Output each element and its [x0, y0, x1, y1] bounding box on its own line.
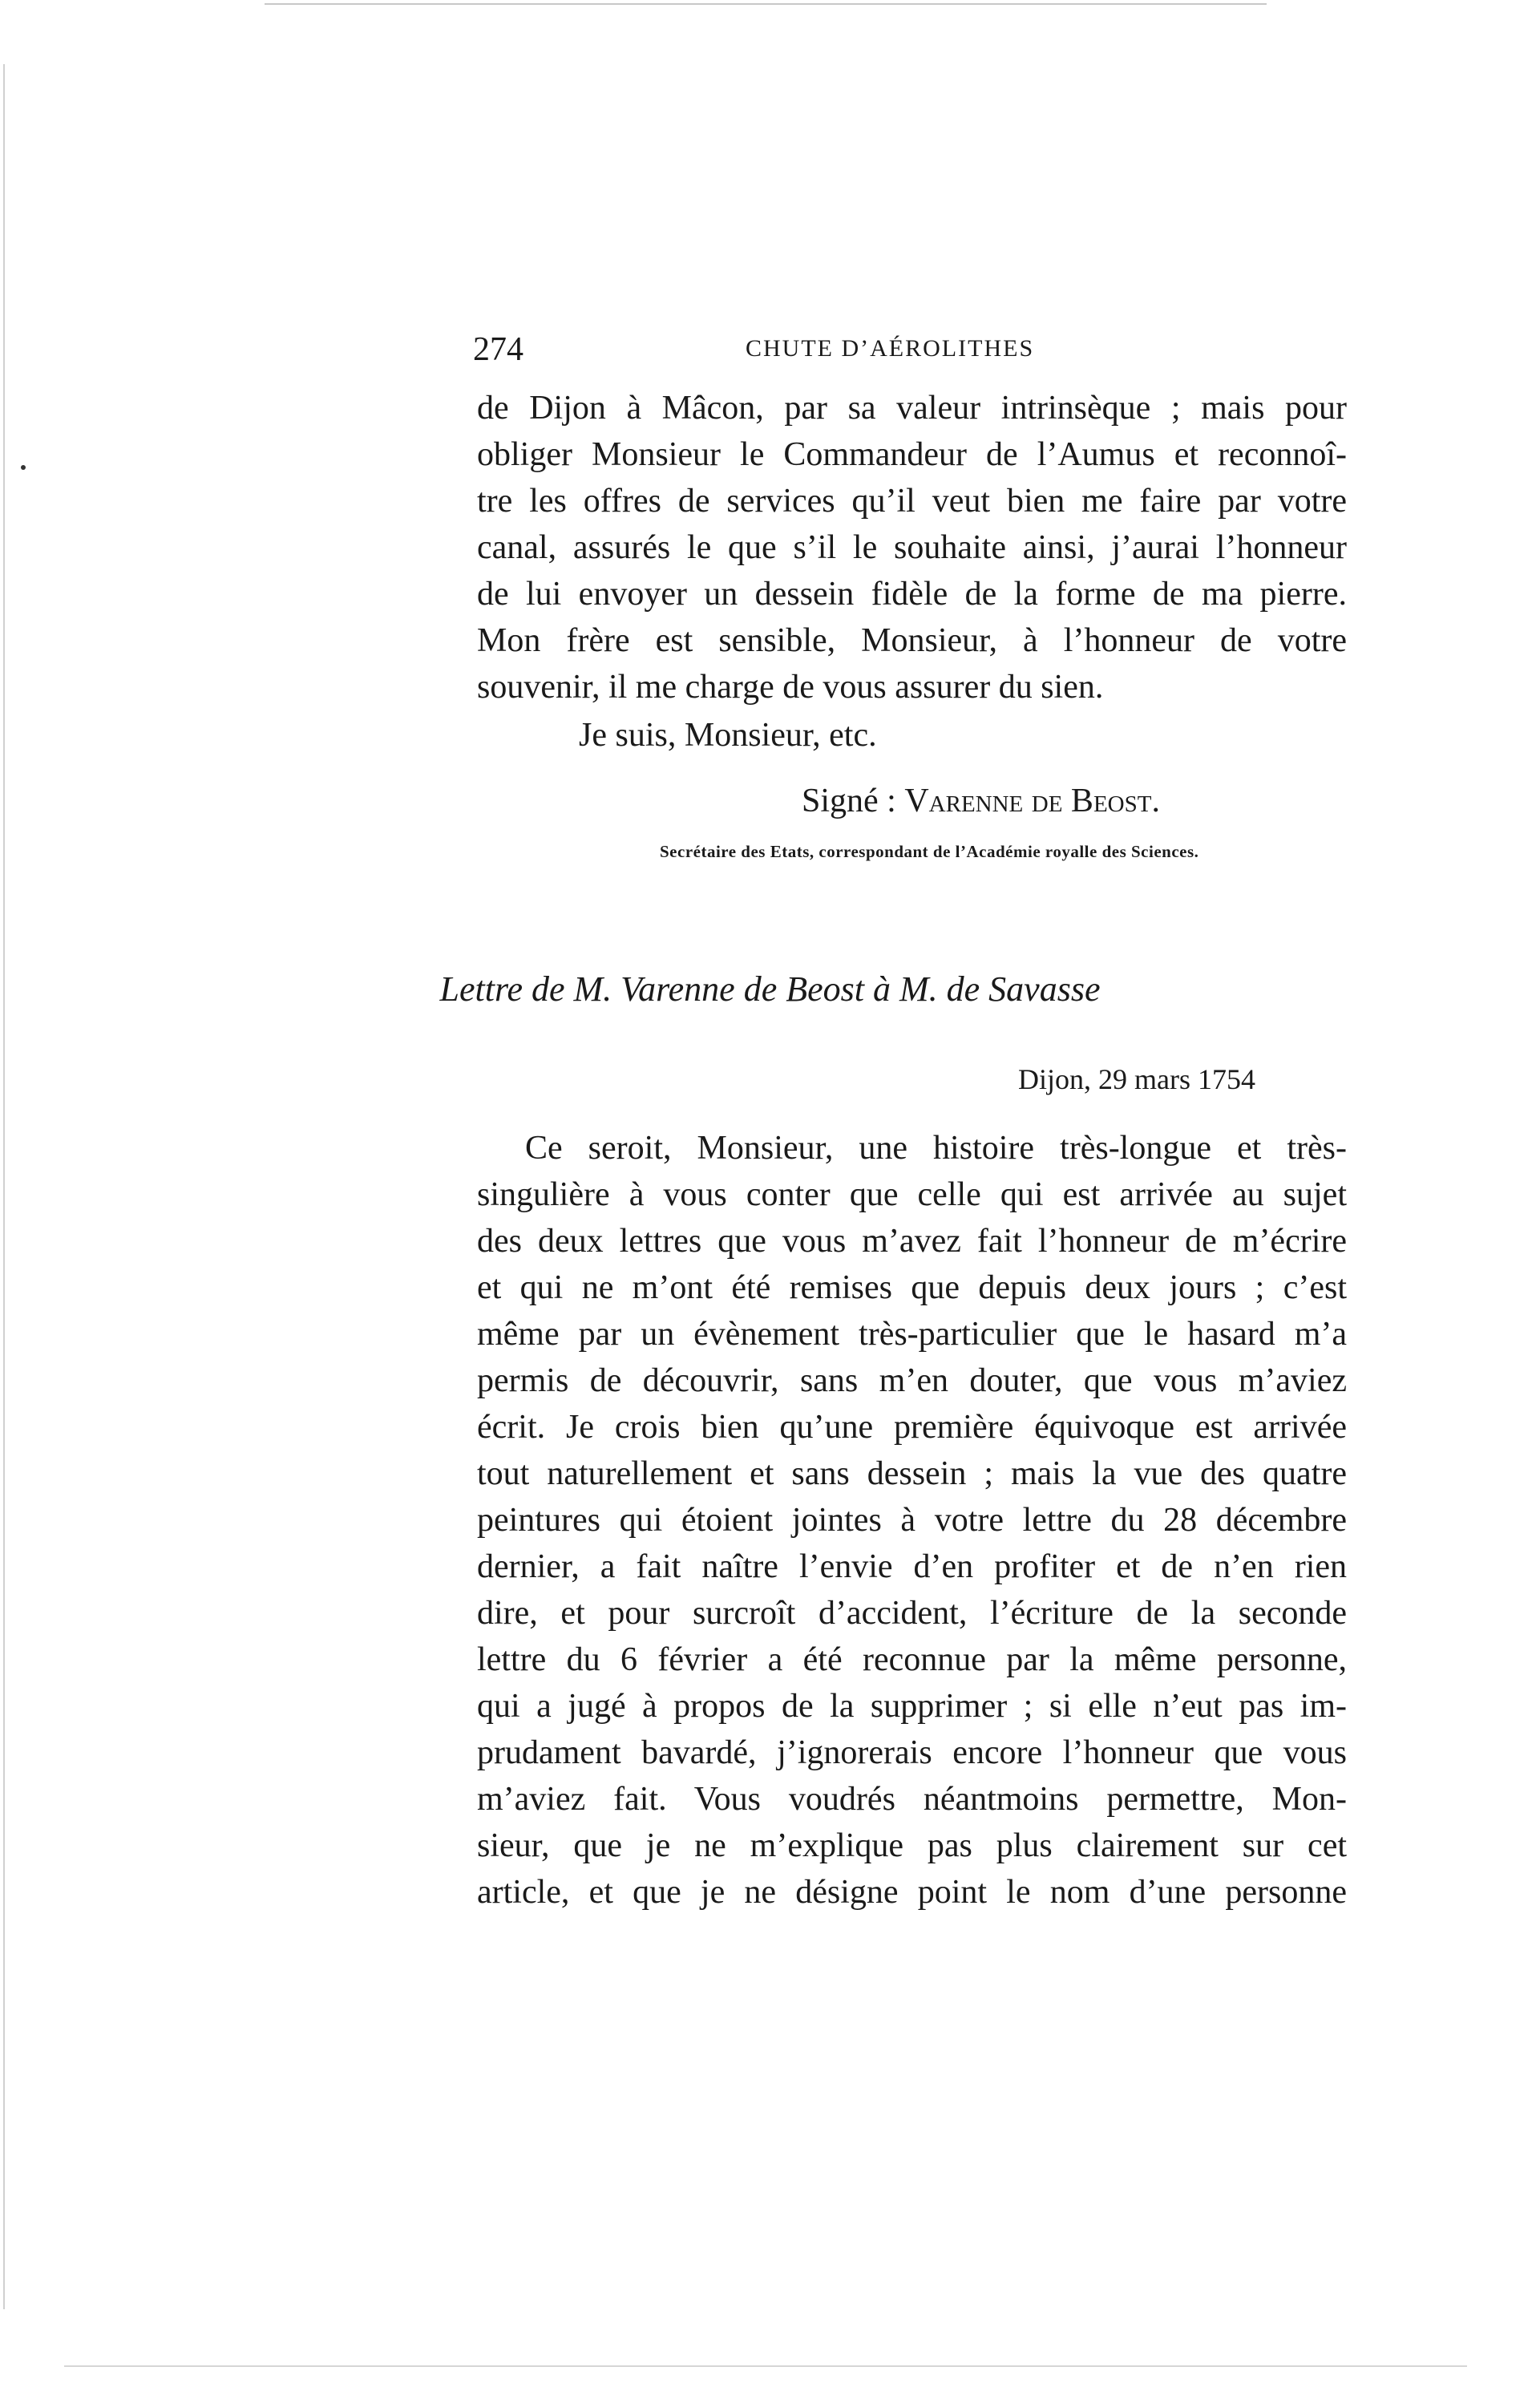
text-line: tout naturellement et sans dessein ; mais la vue des quatre	[477, 1455, 1347, 1492]
signature-prefix: Signé :	[802, 783, 896, 819]
text-line: prudament bavardé, j’ignorerais encore l’honneur que vous	[477, 1734, 1347, 1771]
closing-formula: Je suis, Monsieur, etc.	[579, 717, 877, 754]
text-line: tre les offres de services qu’il veut bien me faire par votre	[477, 483, 1347, 520]
page-number: 274	[473, 331, 523, 368]
text-line: sieur, que je ne m’explique pas plus clairement sur cet	[477, 1827, 1347, 1864]
scan-edge-bottom	[64, 2365, 1467, 2367]
paragraph-2	[477, 1125, 1347, 1916]
signature-name: Varenne de Beost.	[904, 783, 1160, 819]
text-line: Mon frère est sensible, Monsieur, à l’honneur de votre	[477, 622, 1347, 659]
text-line: m’aviez fait. Vous voudrés néantmoins permettre, Mon-	[477, 1781, 1347, 1818]
text-line: dire, et pour surcroît d’accident, l’écriture de la seconde	[477, 1595, 1347, 1632]
text-line: canal, assurés le que s’il le souhaite ainsi, j’aurai l’honneur	[477, 529, 1347, 566]
text-line: écrit. Je crois bien qu’une première équivoque est arrivée	[477, 1409, 1347, 1446]
text-line: singulière à vous conter que celle qui est arrivée au sujet	[477, 1176, 1347, 1213]
text-line: article, et que je ne désigne point le nom d’une personne	[477, 1874, 1347, 1911]
text-line: lettre du 6 février a été reconnue par la même personne,	[477, 1641, 1347, 1678]
signature-title: Secrétaire des Etats, correspondant de l’Académie royalle des Sciences.	[660, 842, 1199, 861]
text-line: même par un évènement très-particulier que le hasard m’a	[477, 1316, 1347, 1353]
text-line: qui a jugé à propos de la supprimer ; si elle n’eut pas im-	[477, 1688, 1347, 1725]
letter-date: Dijon, 29 mars 1754	[1018, 1063, 1255, 1095]
text-line: Ce seroit, Monsieur, une histoire très-longue et très-	[525, 1130, 1347, 1167]
text-line: de Dijon à Mâcon, par sa valeur intrinsèque ; mais pour	[477, 390, 1347, 427]
text-line: peintures qui étoient jointes à votre lettre du 28 décembre	[477, 1502, 1347, 1539]
text-line: et qui ne m’ont été remises que depuis deux jours ; c’est	[477, 1269, 1347, 1306]
running-title: CHUTE D’AÉROLITHES	[746, 335, 1035, 362]
text-line: souvenir, il me charge de vous assurer du sien.	[477, 669, 1104, 706]
running-head	[473, 330, 1351, 378]
text-line: permis de découvrir, sans m’en douter, que vous m’aviez	[477, 1362, 1347, 1399]
scan-speck	[21, 465, 26, 470]
scan-edge-top	[265, 3, 1267, 5]
letter-heading: Lettre de M. Varenne de Beost à M. de Savasse	[439, 969, 1101, 1009]
signature	[802, 782, 1160, 820]
scan-edge-left	[3, 64, 5, 2309]
text-line: obliger Monsieur le Commandeur de l’Aumus et reconnoî-	[477, 436, 1347, 473]
text-line: dernier, a fait naître l’envie d’en profiter et de n’en rien	[477, 1548, 1347, 1585]
paragraph-1	[477, 385, 1347, 710]
text-line: de lui envoyer un dessein fidèle de la forme de ma pierre.	[477, 576, 1347, 613]
text-line: des deux lettres que vous m’avez fait l’honneur de m’écrire	[477, 1223, 1347, 1260]
